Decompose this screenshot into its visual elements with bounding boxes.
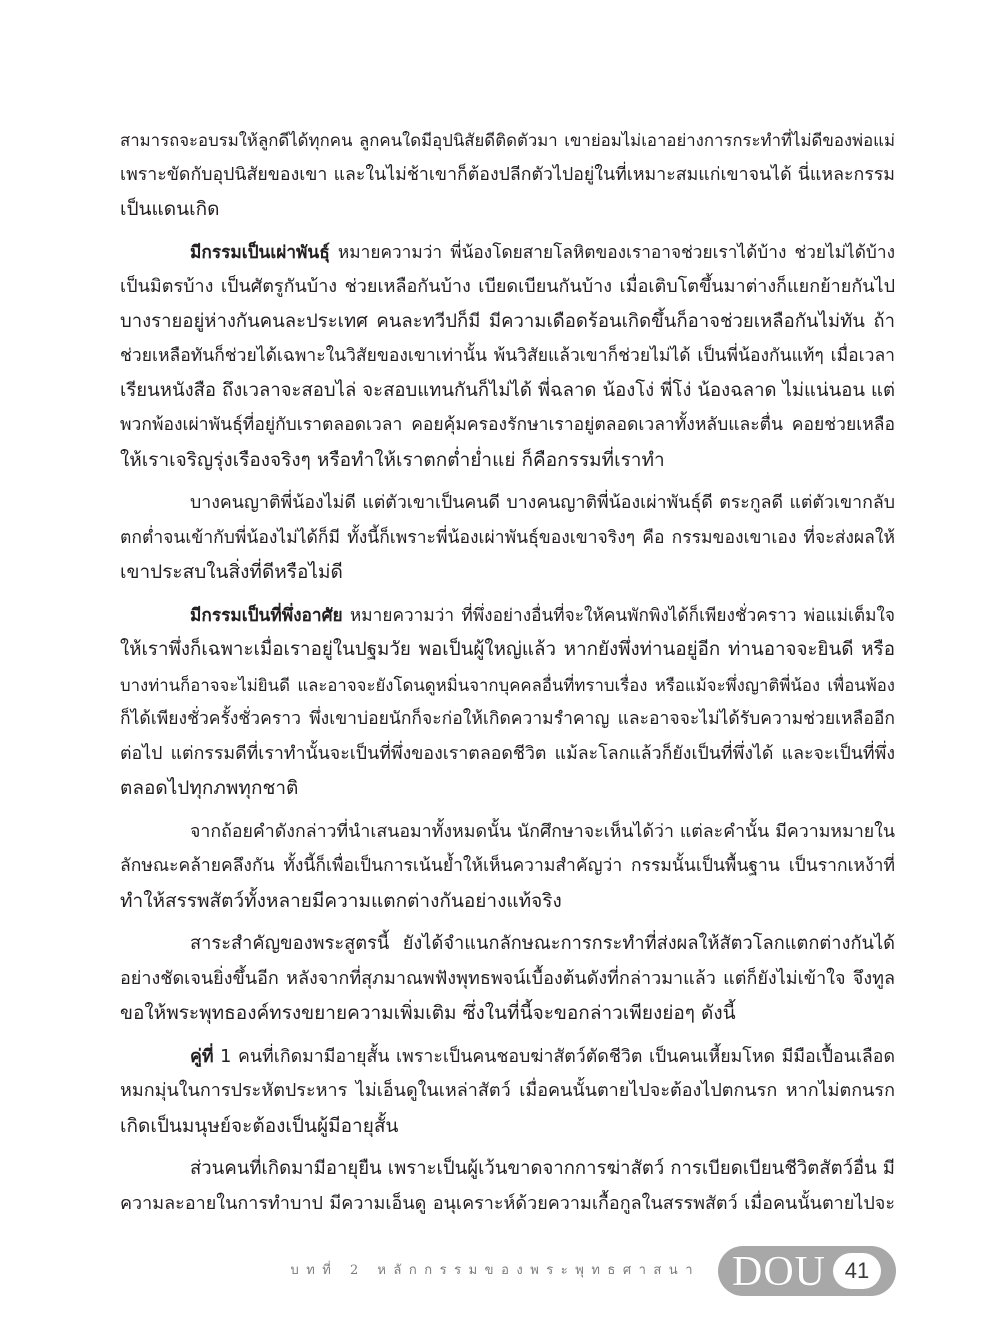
text-line: สามารถจะอบรมให้ลูกดีได้ทุกคน ลูกคนใดมีอุปนิสัยดีติดตัวมา เขาย่อมไม่เอาอย่างการกระทำที่ไม่ดีของพ่อแม่ xyxy=(120,130,895,150)
paragraph xyxy=(120,236,895,478)
text-run: หมายความว่า พี่น้องโดยสายโลหิตของเราอาจช่วยเราได้บ้าง ช่วยไม่ได้บ้าง xyxy=(337,242,895,263)
text-line: ให้เราเจริญรุ่งเรืองจริงๆ หรือทำให้เราตกต่ำย่ำแย่ ก็คือกรรมที่เราทำ xyxy=(120,448,665,471)
text-line xyxy=(120,599,895,634)
text-line xyxy=(120,1040,895,1075)
text-line: บางคนญาติพี่น้องไม่ดี แต่ตัวเขาเป็นคนดี บางคนญาติพี่น้องเผ่าพันธุ์ดี ตระกูลดี แต่ตัวเขากลับ xyxy=(190,493,895,513)
chapter-footer-title: บทที่ 2 หลักกรรมของพระพุทธศาสนา xyxy=(290,1263,700,1278)
text-run: หมายความว่า ที่พึ่งอย่างอื่นที่จะให้คนพักพิงได้ก็เพียงชั่วคราว พ่อแม่เต็มใจ xyxy=(349,605,895,626)
text-line: ทำให้สรรพสัตว์ทั้งหลายมีความแตกต่างกันอย่างแท้จริง xyxy=(120,889,562,912)
text-line xyxy=(120,236,895,271)
body-text xyxy=(120,123,895,1221)
text-line: ลักษณะคล้ายคลึงกัน ทั้งนี้ก็เพื่อเป็นการเน้นย้ำให้เห็นความสำคัญว่า กรรมนั้นเป็นพื้นฐาน เป็นรากเหง้าที่ xyxy=(120,856,895,876)
paragraph xyxy=(120,1040,895,1144)
dou-logo: DOU xyxy=(732,1249,826,1295)
term-heading: มีกรรมเป็นเผ่าพันธุ์ xyxy=(190,242,330,263)
text-line: เรียนหนังสือ ถึงเวลาจะสอบไล่ จะสอบแทนกันก็ไม่ได้ พี่ฉลาด น้องโง่ พี่โง่ น้องฉลาด ไม่แน่นอน แต่ xyxy=(120,379,895,401)
text-run: 1 คนที่เกิดมามีอายุสั้น เพราะเป็นคนชอบฆ่าสัตว์ตัดชีวิต เป็นคนเหี้ยมโหด มีมือเปื้อนเลือด xyxy=(220,1046,895,1067)
text-line: เขาประสบในสิ่งที่ดีหรือไม่ดี xyxy=(120,561,343,583)
text-line: บางรายอยู่ห่างกันคนละประเทศ คนละทวีปก็มี มีความเดือดร้อนเกิดขึ้นก็อาจช่วยเหลือกันไม่ทัน ถ้า xyxy=(120,310,895,332)
term-heading: คู่ที่ xyxy=(190,1046,214,1067)
paragraph xyxy=(120,599,895,806)
term-heading: มีกรรมเป็นที่พึ่งอาศัย xyxy=(190,605,343,626)
text-line: จากถ้อยคำดังกล่าวที่นำเสนอมาทั้งหมดนั้น นักศึกษาจะเห็นได้ว่า แต่ละคำนั้น มีความหมายใน xyxy=(190,821,895,842)
text-line: ช่วยเหลือทันก็ช่วยได้เฉพาะในวิสัยของเขาเท่านั้น พ้นวิสัยแล้วเขาก็ช่วยไม่ได้ เป็นพี่น้องกันแท้ๆ เมื่อเวลา xyxy=(120,346,895,366)
text-line: สาระสำคัญของพระสูตรนี้ ยังได้จำแนกลักษณะการกระทำที่ส่งผลให้สัตวโลกแตกต่างกันได้ xyxy=(190,933,895,954)
paragraph xyxy=(120,927,895,1031)
paragraph xyxy=(120,486,895,590)
text-line: หมกมุ่นในการประหัตประหาร ไม่เอ็นดูในเหล่าสัตว์ เมื่อคนนั้นตายไปจะต้องไปตกนรก หากไม่ตกนรก xyxy=(120,1080,895,1101)
dou-page-badge xyxy=(718,1246,896,1296)
paragraph xyxy=(120,123,895,227)
text-line: บางท่านก็อาจจะไม่ยินดี และอาจจะยังโดนดูหมิ่นจากบุคคลอื่นที่ทราบเรื่อง หรือแม้จะพึ่งญาติพี่น้อง เพื่อนพ้อง xyxy=(120,674,895,695)
text-line: ต่อไป แต่กรรมดีที่เราทำนั้นจะเป็นที่พึ่งของเราตลอดชีวิต แม้ละโลกแล้วก็ยังเป็นที่พึ่งได้ และจะเป็นที่พึ่ง xyxy=(120,743,895,764)
text-line: พวกพ้องเผ่าพันธุ์ที่อยู่กับเราตลอดเวลา คอยคุ้มครองรักษาเราอยู่ตลอดเวลาทั้งหลับและตื่น คอยช่วยเหลือ xyxy=(120,415,895,435)
paragraph xyxy=(120,1152,895,1221)
paragraph xyxy=(120,815,895,919)
text-line: เกิดเป็นมนุษย์จะต้องเป็นผู้มีอายุสั้น xyxy=(120,1114,399,1137)
text-line: ความละอายในการทำบาป มีความเอ็นดู อนุเคราะห์ด้วยความเกื้อกูลในสรรพสัตว์ เมื่อคนนั้นตายไปจะ xyxy=(120,1192,895,1214)
text-line: ให้เราพึ่งก็เฉพาะเมื่อเราอยู่ในปฐมวัย พอเป็นผู้ใหญ่แล้ว หากยังพึ่งท่านอยู่อีก ท่านอาจจะยินดี หรือ xyxy=(120,639,895,660)
text-line: เพราะขัดกับอุปนิสัยของเขา และในไม่ช้าเขาก็ต้องปลีกตัวไปอยู่ในที่เหมาะสมแก่เขาจนได้ นี่แหละกรรม xyxy=(120,164,895,185)
text-line: ขอให้พระพุทธองค์ทรงขยายความเพิ่มเติม ซึ่งในที่นี้จะขอกล่าวเพียงย่อๆ ดังนี้ xyxy=(120,1002,736,1024)
text-line: อย่างชัดเจนยิ่งขึ้นอีก หลังจากที่สุภมาณพฟังพุทธพจน์เบื้องต้นดังที่กล่าวมาแล้ว แต่ก็ยังไม่เข้าใจ จึงทูล xyxy=(120,967,895,989)
text-line: เป็นมิตรบ้าง เป็นศัตรูกันบ้าง ช่วยเหลือกันบ้าง เบียดเบียนกันบ้าง เมื่อเติบโตขึ้นมาต่างก็แยกย้ายกันไป xyxy=(120,276,895,297)
text-line: ตกต่ำจนเข้ากับพี่น้องไม่ได้ก็มี ทั้งนี้ก็เพราะพี่น้องเผ่าพันธุ์ของเขาจริงๆ คือ กรรมของเขาเอง ที่จะส่งผลให้ xyxy=(120,527,895,548)
text-line: ส่วนคนที่เกิดมามีอายุยืน เพราะเป็นผู้เว้นขาดจากการฆ่าสัตว์ การเบียดเบียนชีวิตสัตว์อื่น มี xyxy=(190,1158,895,1179)
text-line: ตลอดไปทุกภพทุกชาติ xyxy=(120,777,299,799)
text-line: เป็นแดนเกิด xyxy=(120,198,220,220)
page-number: 41 xyxy=(833,1253,881,1289)
text-line: ก็ได้เพียงชั่วครั้งชั่วคราว พึ่งเขาบ่อยนักก็จะก่อให้เกิดความรำคาญ และอาจจะไม่ได้รับความช่วยเหลืออีก xyxy=(120,709,895,729)
